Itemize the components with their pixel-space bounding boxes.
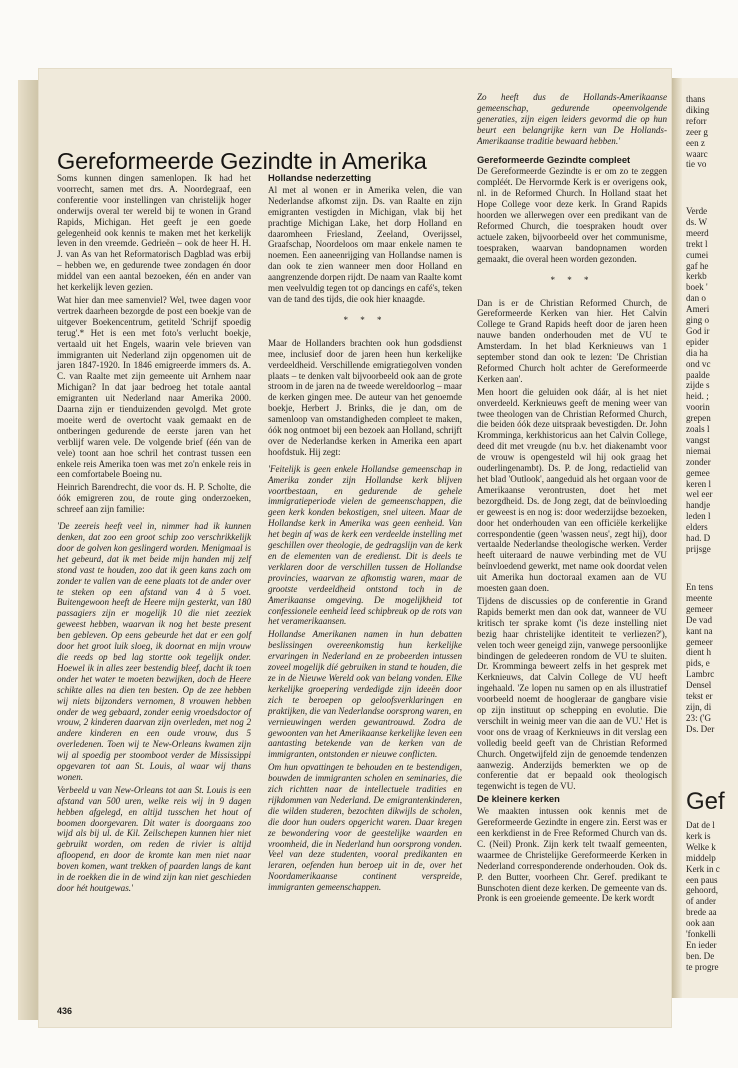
next-page-line: grepen [686, 413, 711, 424]
quote-paragraph: Zo heeft dus de Hollands-Amerikaanse gemeenschap, gedurende opeenvolgende generaties, zijn eigen leiders gevormd die op hun beurt een belangrijke kern van De Hollands-Amerikaanse traditie bewaard hebben.' [477, 92, 667, 146]
next-page-line: reforr [686, 115, 707, 126]
next-page-line: ook aan [686, 918, 715, 929]
next-page-line: gemeer [686, 636, 713, 647]
page-number: 436 [57, 1006, 73, 1016]
next-page-line: een z [686, 137, 705, 148]
paragraph: Wat hier dan mee samenviel? Wel, twee dagen voor vertrek daarheen bezorgde de post een boekje van de uitgever Boekencentrum, getiteld 'Schrijf spoedig terug'.* Het is een met foto's verlucht boekje, vertaald uit het Engels, waarin vele brieven van immigranten uit Nederland zijn opgenomen uit de jaren 1847-1920. In 1846 emigreerde immers ds. A. C. van Raalte met zijn gemeente uit Arnhem naar Michigan? In dat jaar bedroeg het totale aantal emigranten uit Nederland naar Amerika 2000. Daarna zijn er tienduizenden gevolgd. Met grote moeite werd de overtocht vaak gemaakt en de ontberingen gedurende de eerste jaren van het verblijf waren vele. De volgende brief (één van de vele) toont aan hoe schril het contrast tussen een enkele reis Amerika toen was met zo'n enkele reis in een comfortabele Boeing nu. [57, 294, 251, 480]
paragraph: Soms kunnen dingen samenlopen. Ik had het voorrecht, samen met drs. A. Noordegraaf, een conferentie voor instellingen van christelijk hoger onderwijs overal ter wereld bij te wonen in Grand Rapids, Michigan. Het geeft je een goede gelegenheid ook kennis te maken met het kerkelijk leven in den vreemde. Gedrieën – ook de heer H. H. J. van As van het Reformatorisch Dagblad was erbij – hebben we, en gedurende twee zondagen én door middel van een aantal bezoeken, één en ander van het kerkelijk leven gezien. [57, 173, 251, 293]
next-page-line: Dat de l [686, 820, 715, 830]
next-page-line: Kerk in c [686, 863, 720, 874]
next-page-line: kerkb [686, 271, 707, 282]
next-page-line: gehoord, [686, 885, 719, 896]
section-divider: * * * [343, 314, 387, 325]
quote-paragraph: Om hun opvattingen te behouden en te bestendigen, bouwden de immigranten scholen en seminaries, die zich richtten naar de intellectuele tradities en rijkdommen van Nederland. De emigrantenkinderen, die wilden studeren, bezochten dikwijls de scholen, die door hun ouders opgericht waren. Daar kregen ze bewondering voor de geestelijke waarden en vroomheid, die in Nederland hun oorsprong vonden. Veel van deze studenten, vooral predikanten en leraren, oefenden hun beroep uit in de, over het Noordamerikaanse continent verspreide, immigranten gemeenschappen. [268, 762, 462, 893]
next-page-line: een paus [686, 874, 718, 885]
next-page-line: epider [686, 336, 709, 347]
section-heading: Hollandse nederzetting [268, 172, 372, 183]
next-page-line: boek ' [686, 282, 708, 293]
paragraph: Men hoort die geluiden ook dáár, al is het niet onverdeeld. Kerknieuws geeft de mening weer van twee theologen van de Christian Reformed Church, die beiden óók deze uitspraak bevestigden. Dr. John Kromminga, kerkhistoricus aan het Calvin College, deed dit met vreugde (nu b.v. het diakenambt voor de vrouw is opengesteld wil hij ook graag het ouderlingenambt). Ds. P. de Jong, redactielid van het blad 'Outlook', aangeduid als het orgaan voor de Amerikaanse verontrusten, doet het met bezorgdheid. Ds. de Jong zegt, dat de beïnvloeding er geweest is en nog is: door wederzijdse bezoeken, door het onderhouden van een officiële kerkelijke correspondentie (geen 'wassen neus', zegt hij), door vertaalde Nederlandse theologische werken. Verder heeft uiteraard de nauwe verbinding met de VU beïnvloedend gewerkt, met name ook doordat velen uit Amerika hun doctoraal examen aan de VU moesten gaan doen. [477, 386, 667, 594]
column-1 [57, 173, 251, 896]
next-page-line: niemai [686, 445, 711, 456]
paragraph: Al met al wonen er in Amerika velen, die van Nederlandse afkomst zijn. Ds. van Raalte en zijn emigranten vestigden in Michigan, vlak bij het prachtige Michigan Lake, het dorp Holland en daaromheen Friesland, Zeeland, Overijssel, Graafschap, Noordeloos om maar enkele namen te noemen. Een aaneenrijging van Hollandse namen is dan ook te zien wanneer men door Holland en aangrenzende dorpen rijdt. De naam van Raalte komt men veelvuldig tegen tot op dancings en café's, teken van de tand des tijds, die ook hier knaagde. [268, 184, 462, 304]
page-gutter [672, 78, 682, 998]
paragraph: We maakten intussen ook kennis met de Gereformeerde Gezindte in engere zin. Eerst was er een kerkdienst in de Free Reformed Church van ds. C. (Neil) Pronk. Zijn kerk telt twaalf gemeenten, waarmee de Christelijke Gereformeerde Kerken in Nederland corresponderende onderhouden. Ook ds. P. den Butter, voorheen Chr. Geref. predikant te Bunschoten dient deze kerken. De gemeente van ds. Pronk is een groeiende gemeente. De kerk wordt [477, 806, 667, 904]
next-page-line: En ieder [686, 939, 717, 950]
next-page-line: paalde [686, 369, 710, 380]
next-page-line: brede aa [686, 907, 717, 918]
next-page-line: meerd [686, 227, 709, 238]
next-page-line: heid. ; [686, 391, 709, 402]
paragraph: De Gereformeerde Gezindte is er om zo te zeggen compléét. De Hervormde Kerk is er overigens ook, nl. in de Reformed Church. In Holland staat het Hope College voor deze kerk. In Grand Rapids hoorden we allerwegen over een predikant van de Reformed Church, die toespraken houdt over actuele zaken, bijvoorbeeld over het communisme, toespraken, waarvan bandopnamen worden gemaakt, die overal heen worden gezonden. [477, 166, 667, 264]
next-page-line: ben. De [686, 950, 715, 961]
next-page-line: of ander [686, 896, 717, 907]
next-page-line: zoals l [686, 424, 710, 434]
next-page-line: zonder [686, 456, 711, 467]
quote-paragraph: 'Feitelijk is geen enkele Hollandse gemeenschap in Amerika zonder zijn Hollandse kerk blijven voortbestaan, en gedurende de gehele immigratieperiode vielen de gemeenschappen, die geen kerk konden bekostigen, snel uiteen. Maar de Hollandse kerk in Amerika was geen eenheid. Van het begin af was de kerk een verdeelde instelling met geschillen over theologie, de gedragslijn van de kerk en de elementen van de eredienst. Dit is deels te verklaren door de verschillen tussen de Hollandse provincies, waarvan ze afkomstig waren, maar de grootste verdeeldheid ontstond toch in de Amerikaanse omgeving. De mogelijkheid tot confessionele eenheid leed schipbreuk op de rots van het veramerikaansen. [268, 463, 462, 627]
paragraph: Tijdens de discussies op de conferentie in Grand Rapids bemerkt men dan ook dat, wanneer de VU kritisch ter sprake komt ('is deze instelling niet bezig haar christelijke identiteit te verliezen?'), velen toch weer geneigd zijn, vanwege persoonlijke bindingen de geledeeren rondom de VU te sluiten. Dr. Kromminga beweert zelfs in het gesprek met Kerknieuws, dat Calvin College de VU heeft ingehaald. 'Ze lopen nu samen op en als illustratief voorbeeld noemt de hoogleraar de gangbare visie op zijn instituut op schepping en evolutie. Die verschilt in weinig meer van die aan de VU.' Het is voor ons de vraag of Kerknieuws in dit verslag een volledig beeld geeft van de Christian Reformed Church. Ongetwijfeld zijn de genoemde tendenzen aanwezig. Anderzijds bemerkten we op de conferentie dat er bepaald ook theologisch tegenwicht is tegen de VU. [477, 595, 667, 792]
next-page-line: gemeer [686, 603, 713, 614]
next-page-line: 23: ('G [686, 712, 712, 723]
paragraph: Dan is er de Christian Reformed Church, de Gereformeerde Kerken van hier. Het Calvin College te Grand Rapids heeft door de jaren heen nauwe banden onderhouden met de VU te Amsterdam. In het blad Kerknieuws van 1 september stond dan ook te lezen: 'De Christian Reformed Church holt achter de Gereformeerde Kerken aan'. [477, 297, 667, 384]
next-page-line: zijde s [686, 380, 710, 391]
next-page-line: waarc [686, 148, 708, 159]
next-page-line: zeer g [686, 126, 708, 137]
next-page-line: zijn, di [686, 701, 712, 712]
next-page-line: tekst er [686, 691, 713, 701]
next-page-line: gemee [686, 467, 710, 478]
quote-paragraph: Hollandse Amerikanen namen in hun debatten beslissingen overeenkomstig hun kerkelijke ervaringen in Nederland en ze probeerden intussen zoveel mogelijk díé gebruiken in stand te houden, die ze in de Nieuwe Wereld ook van belang vonden. Elke kerkelijke groepering verdedigde zijn ideeën door zich te beroepen op geloofsverklaringen en praktijken, die van Nederlandse oorsprong waren, en vernieuwingen werden gewantrouwd. Zodra de gewoonten van het Amerikaanse kerkelijke leven een aantasting betekende van de kerken van de immigranten, ontstonden er nieuwe conflicten. [268, 629, 462, 760]
quote-paragraph: 'De zeereis heeft veel in, nimmer had ik kunnen denken, dat zoo een groot schip zoo verschrikkelijk door de golven kon geslingerd worden. Menigmaal is het gebeurd, dat ik met beide mijn handen mij zelf stond vast te houden, zoo dat ik geen kans zach om zonder te vallen van de eene plaats tot de ander over te steken op een afstand van 4 à 5 voet. Buitengewoon heeft de Heere mijn gesterkt, van 180 passagiers zijn er mogelijk 10 die niet zeeziek geweest hebben, waarvan ik nog het beste present ben gebleven. Op eens gebeurde het dat er een golf door het groot luik sloeg, ik doornat en mijn vrouw die reeds op bed lag stortte ook tegelijk onder. Hoewel ik in alles zeer bestendig bleef, dacht ik toen onder het water te moeten bezwijken, doch de Heere schikte alles na dien ten besten. Op de zee hebben wij niets bijzonders vernomen, 8 vrouwen hebben onder de weg gebaard, zonder eenig vroedsdoctor of vrouw, 2 kinderen daarvan zijn overleden, met nog 2 andere kinderen en een oude vrouw, dus 5 overledenen. Toen wij te New-Orleans kwamen zijn wij al spoedig per stoomboot verder de Mississippi opgevaren tot aan St. Louis, al waar wij thans wonen. [57, 521, 251, 782]
next-page-line: prijsge [686, 543, 711, 554]
section-heading: Gereformeerde Gezindte compleet [477, 153, 631, 165]
next-page-line: had. D [686, 533, 711, 543]
next-page-line: handje [686, 500, 711, 511]
next-page-line: dient h [686, 647, 712, 658]
next-page-line: Verde [686, 206, 708, 216]
next-page-line: 'fonkelli [686, 929, 716, 939]
next-page-line: pids, e [686, 658, 710, 669]
next-page-line: keren l [686, 478, 711, 489]
next-page-line: kant na [686, 625, 713, 636]
next-page-line: En tens [686, 582, 714, 592]
next-page-line: ond vc [686, 358, 711, 369]
page-edge [18, 80, 38, 1020]
next-page-line: vangst [686, 434, 710, 445]
next-page-line: leden l [686, 511, 711, 522]
next-page-line: trekt l [686, 238, 708, 249]
next-page-line: Ameri [686, 304, 710, 315]
next-page-line: Lambrc [686, 669, 715, 680]
column-3 [477, 92, 667, 906]
next-page-line: tie vo [686, 159, 707, 170]
next-page-line: gaf he [686, 260, 709, 271]
next-page-line: cumei [686, 249, 709, 260]
next-page-line: ds. W [686, 216, 708, 227]
next-page-line: meente [686, 592, 713, 603]
next-page-line: middelp [686, 852, 716, 863]
next-page-line: te progre [686, 961, 719, 972]
next-page-line: Welke k [686, 841, 716, 852]
next-page-heading: Gef [686, 788, 725, 815]
next-page-line: voorin [686, 402, 710, 413]
next-page-line: wel eer [686, 489, 713, 500]
next-page-line: elders [686, 522, 708, 533]
section-heading: De kleinere kerken [477, 793, 560, 805]
paragraph: Maar de Hollanders brachten ook hun godsdienst mee, inclusief door de jaren heen hun kerkelijke verdeeldheid. Verschillende emigratiegolven vonden plaats – te denken valt bijvoorbeeld ook aan de grote stroom in de jaren na de tweede wereldoorlog – maar de kerken gingen mee. De auteur van het genoemde boekje, Herbert J. Brinks, die je dan, om de samenloop van omstandigheden compleet te maken, óók nog ontmoet bij een bezoek aan Holland, schrijft over de Nederlandse kerken in Amerika een apart hoofdstuk. Hij zegt: [268, 337, 462, 457]
next-page-line: dia ha [686, 347, 708, 358]
next-page-line: diking [686, 104, 710, 115]
next-page-line: thans [686, 94, 706, 104]
next-page-line: God ir [686, 325, 710, 336]
next-page-line: dan o [686, 293, 706, 304]
article-title: Gereformeerde Gezindte in Amerika [57, 148, 427, 174]
next-page-line: kerk is [686, 830, 711, 841]
next-page-line: Ds. Der [686, 723, 715, 734]
section-divider: * * * [550, 274, 594, 285]
paragraph: Heinrich Barendrecht, die voor ds. H. P. Scholte, die óók emigreren zou, de route ging onderzoeken, schreef aan zijn familie: [57, 482, 251, 515]
quote-paragraph: Verbeeld u van New-Orleans tot aan St. Louis is een afstand van 500 uren, welke reis wij in 9 dagen hebben afgelegd, en altijd tusschen het hout of boomen doorgevaren. Dit water is doorgaans zoo wijd als bij ul. de Kil. Zeilschepen kunnen hier niet gebruikt worden, om reden de rivier is altijd afloopend, en door de kromte kan men niet naar boven komen, want trekken of paarden langs de kant in de roekken die in de wind zijn kan niet geschieden door hét houtgewas.' [57, 784, 251, 893]
next-page-line: De vad [686, 614, 713, 625]
next-page-line: Densel [686, 680, 712, 691]
column-2 [268, 173, 462, 895]
next-page-line: ging o [686, 315, 709, 325]
